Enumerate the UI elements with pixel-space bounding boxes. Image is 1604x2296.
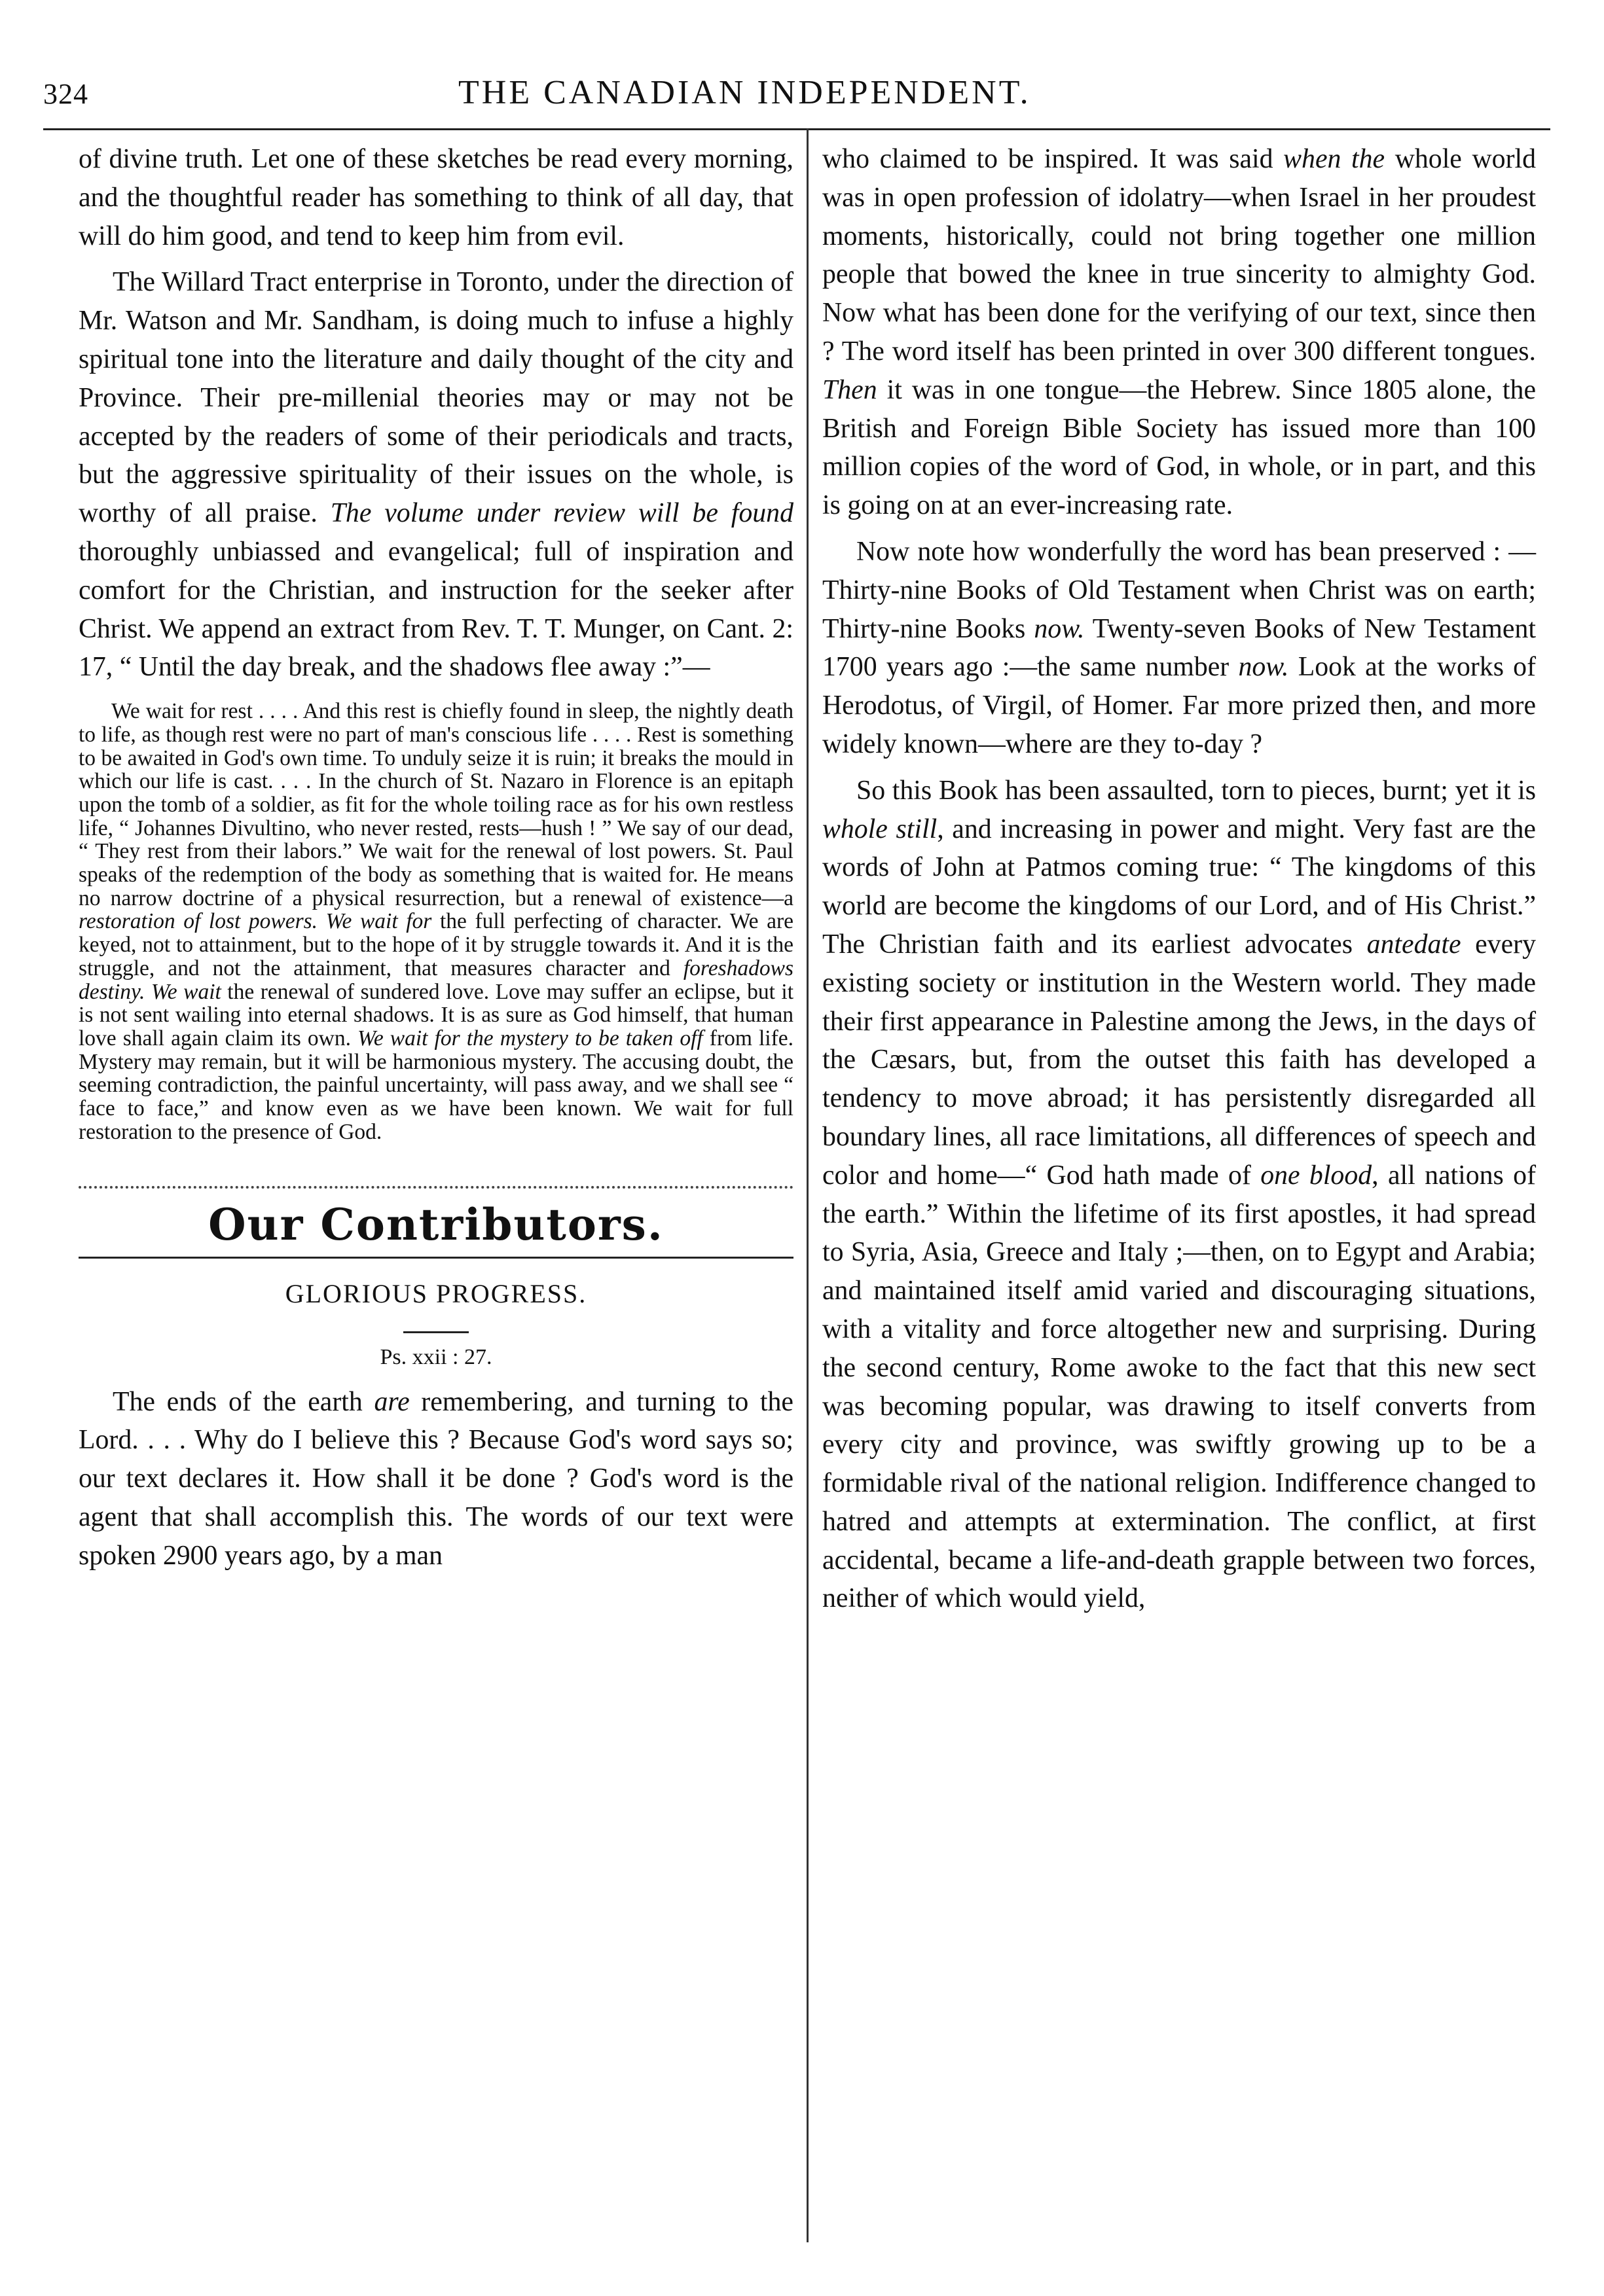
section-rule <box>79 1257 793 1259</box>
right-column <box>822 140 1536 1618</box>
text-span: the full perfecting of character. We are keyed, not to attainment, but to the hope of it by struggle towards it. And it is the struggle, and not the attainment, that measures character and <box>79 909 793 980</box>
scripture-reference: Ps. xxii : 27. <box>380 1344 492 1369</box>
italic-text: foreshadows destiny. We wait <box>79 956 793 1004</box>
paragraph: of divine truth. Let one of these sketches be read every morning, and the thoughtful reader has something to think of all day, that will do him good, and tend to keep him from evil. <box>79 144 793 251</box>
text-span: Twenty-seven Books of New Testament 1700 years ago :—the same number <box>822 613 1536 683</box>
block-quote <box>79 700 793 1143</box>
italic-text: when the <box>1283 144 1385 174</box>
italic-text: whole still <box>822 814 938 844</box>
text-span: remembering, and turning to the Lord. . . . Why do I believe this ? Because God's word says so; our text declares it. How shall it be done ? God's word is the agent that shall accomplish this. The words of our text were spoken 2900 years ago, by a man <box>79 1386 793 1571</box>
text-span: , all nations of the earth.” Within the lifetime of its first apostles, it had spread to Syria, Asia, Greece and Italy ;—then, on to Egypt and Arabia; and maintained itself amid varied and discouraging situations, with a vitality and force altogether new and surprising. During the second century, Rome awoke to the fact that this new sect was becoming popular, was drawing to itself converts from every city and province, was swiftly growing up to be a formidable rival of the national religion. Indifference changed to hatred and attempts at extermination. The conflict, at first accidental, became a life-and-death grapple between two forces, neither of which would yield, <box>822 1160 1536 1614</box>
ornamental-divider <box>79 1186 793 1189</box>
text-span: Look at the works of Herodotus, of Virgil, of Homer. Far more prized then, and more widely known—where are they to-day ? <box>822 652 1536 759</box>
italic-text: Then <box>822 374 877 405</box>
paragraph <box>822 533 1536 764</box>
text-span: Now note how wonderfully the word has bean preserved : — Thirty-nine Books of Old Testament when Christ was on earth; Thirty-nine Books <box>822 536 1536 644</box>
italic-text: now. <box>1238 652 1289 683</box>
text-span: it was in one tongue—the Hebrew. Since 1805 alone, the British and Foreign Bible Society has issued more than 100 million copies of the word of God, in whole, or in part, and this is going on at an ever-increasing rate. <box>822 374 1536 521</box>
left-column <box>79 140 793 1575</box>
italic-text: We wait for the mystery to be taken off <box>357 1026 703 1050</box>
text-span: who claimed to be inspired. It was said <box>822 144 1284 174</box>
text-span: the renewal of sundered love. Love may suffer an eclipse, but it is not sent wailing into eternal shadows. It is as sure as God himself, that human love shall again claim its own. <box>79 979 793 1050</box>
text-span: every existing society or institution in the Western world. They made their first appearance in Palestine among the Jews, in the days of the Cæsars, but, from the outset this faith has developed a tendency to move abroad; it has persistently disregarded all boundary lines, all race limitations, all differences of speech and color and home—“ God hath made of <box>822 929 1536 1191</box>
article-title: GLORIOUS PROGRESS. <box>285 1278 587 1308</box>
paragraph <box>79 1383 793 1575</box>
paragraph <box>79 263 793 687</box>
running-head: THE CANADIAN INDEPENDENT. <box>458 74 1031 111</box>
header-rule <box>43 128 1550 130</box>
paragraph <box>822 140 1536 525</box>
italic-text: are <box>374 1386 410 1417</box>
text-span: , and increasing in power and might. Very fast are the words of John at Patmos coming true: “ The kingdoms of this world are become the kingdoms of our Lord, and of His Christ.” The Christian faith and its earliest advocates <box>822 814 1536 960</box>
short-rule <box>403 1331 469 1333</box>
page-number: 324 <box>43 78 88 110</box>
text-span: thoroughly unbiassed and evangelical; full of inspiration and comfort for the Christian, and instruction for the seeker after Christ. We append an extract from Rev. T. T. Munger, on Cant. 2: 17, “ Until the day break, and the shadows flee away :”— <box>79 536 793 683</box>
italic-text: antedate <box>1366 929 1461 960</box>
section-title: Our Contributors. <box>208 1198 664 1250</box>
paragraph <box>822 772 1536 1619</box>
text-span: So this Book has been assaulted, torn to pieces, burnt; yet it is <box>856 775 1536 806</box>
text-span: from life. Mystery may remain, but it will be harmonious mystery. The accusing doubt, the seeming contradiction, the painful uncertainty, will pass away, and we shall see “ face to face,” and know even as we have been known. We wait for full restoration to the presence of God. <box>79 1026 793 1144</box>
text-span: We wait for rest . . . . And this rest is chiefly found in sleep, the nightly death to life, as though rest were no part of man's conscious life . . . . Rest is something to be awaited in God's own time. To unduly seize it is ruin; it breaks the mould in which our life is cast. . . . In the church of St. Nazaro in Florence is an epitaph upon the tomb of a soldier, as fit for the whole toiling race as for his own restless life, “ Johannes Divultino, who never rested, rests—hush ! ” We say of our dead, “ They rest from their labors.” We wait for the renewal of lost powers. St. Paul speaks of the redemption of the body as something that is waited for. He means no narrow doctrine of a physical resurrection, but a renewal of existence—a <box>79 699 793 910</box>
text-span: whole world was in open profession of idolatry—when Israel in her proudest moments, historically, could not bring together one million people that bowed the knee in true sincerity to almighty God. Now what has been done for the verifying of our text, since then ? The word itself has been printed in over 300 different tongues. <box>822 144 1536 367</box>
italic-text: now. <box>1034 613 1085 644</box>
italic-text: one blood <box>1260 1160 1372 1191</box>
column-divider <box>807 128 809 2242</box>
text-span: The Willard Tract enterprise in Toronto, under the direction of Mr. Watson and Mr. Sandham, is doing much to infuse a highly spiritual tone into the literature and daily thought of the city and Province. Their pre-millenial theories may or may not be accepted by the readers of some of their periodicals and tracts, but the aggressive spirituality of their issues on the whole, is worthy of all praise. <box>79 267 793 529</box>
italic-text: restoration of lost powers. We wait for <box>79 909 432 934</box>
italic-text: The volume under review will be found <box>330 498 793 529</box>
text-span: The ends of the earth <box>113 1386 374 1417</box>
